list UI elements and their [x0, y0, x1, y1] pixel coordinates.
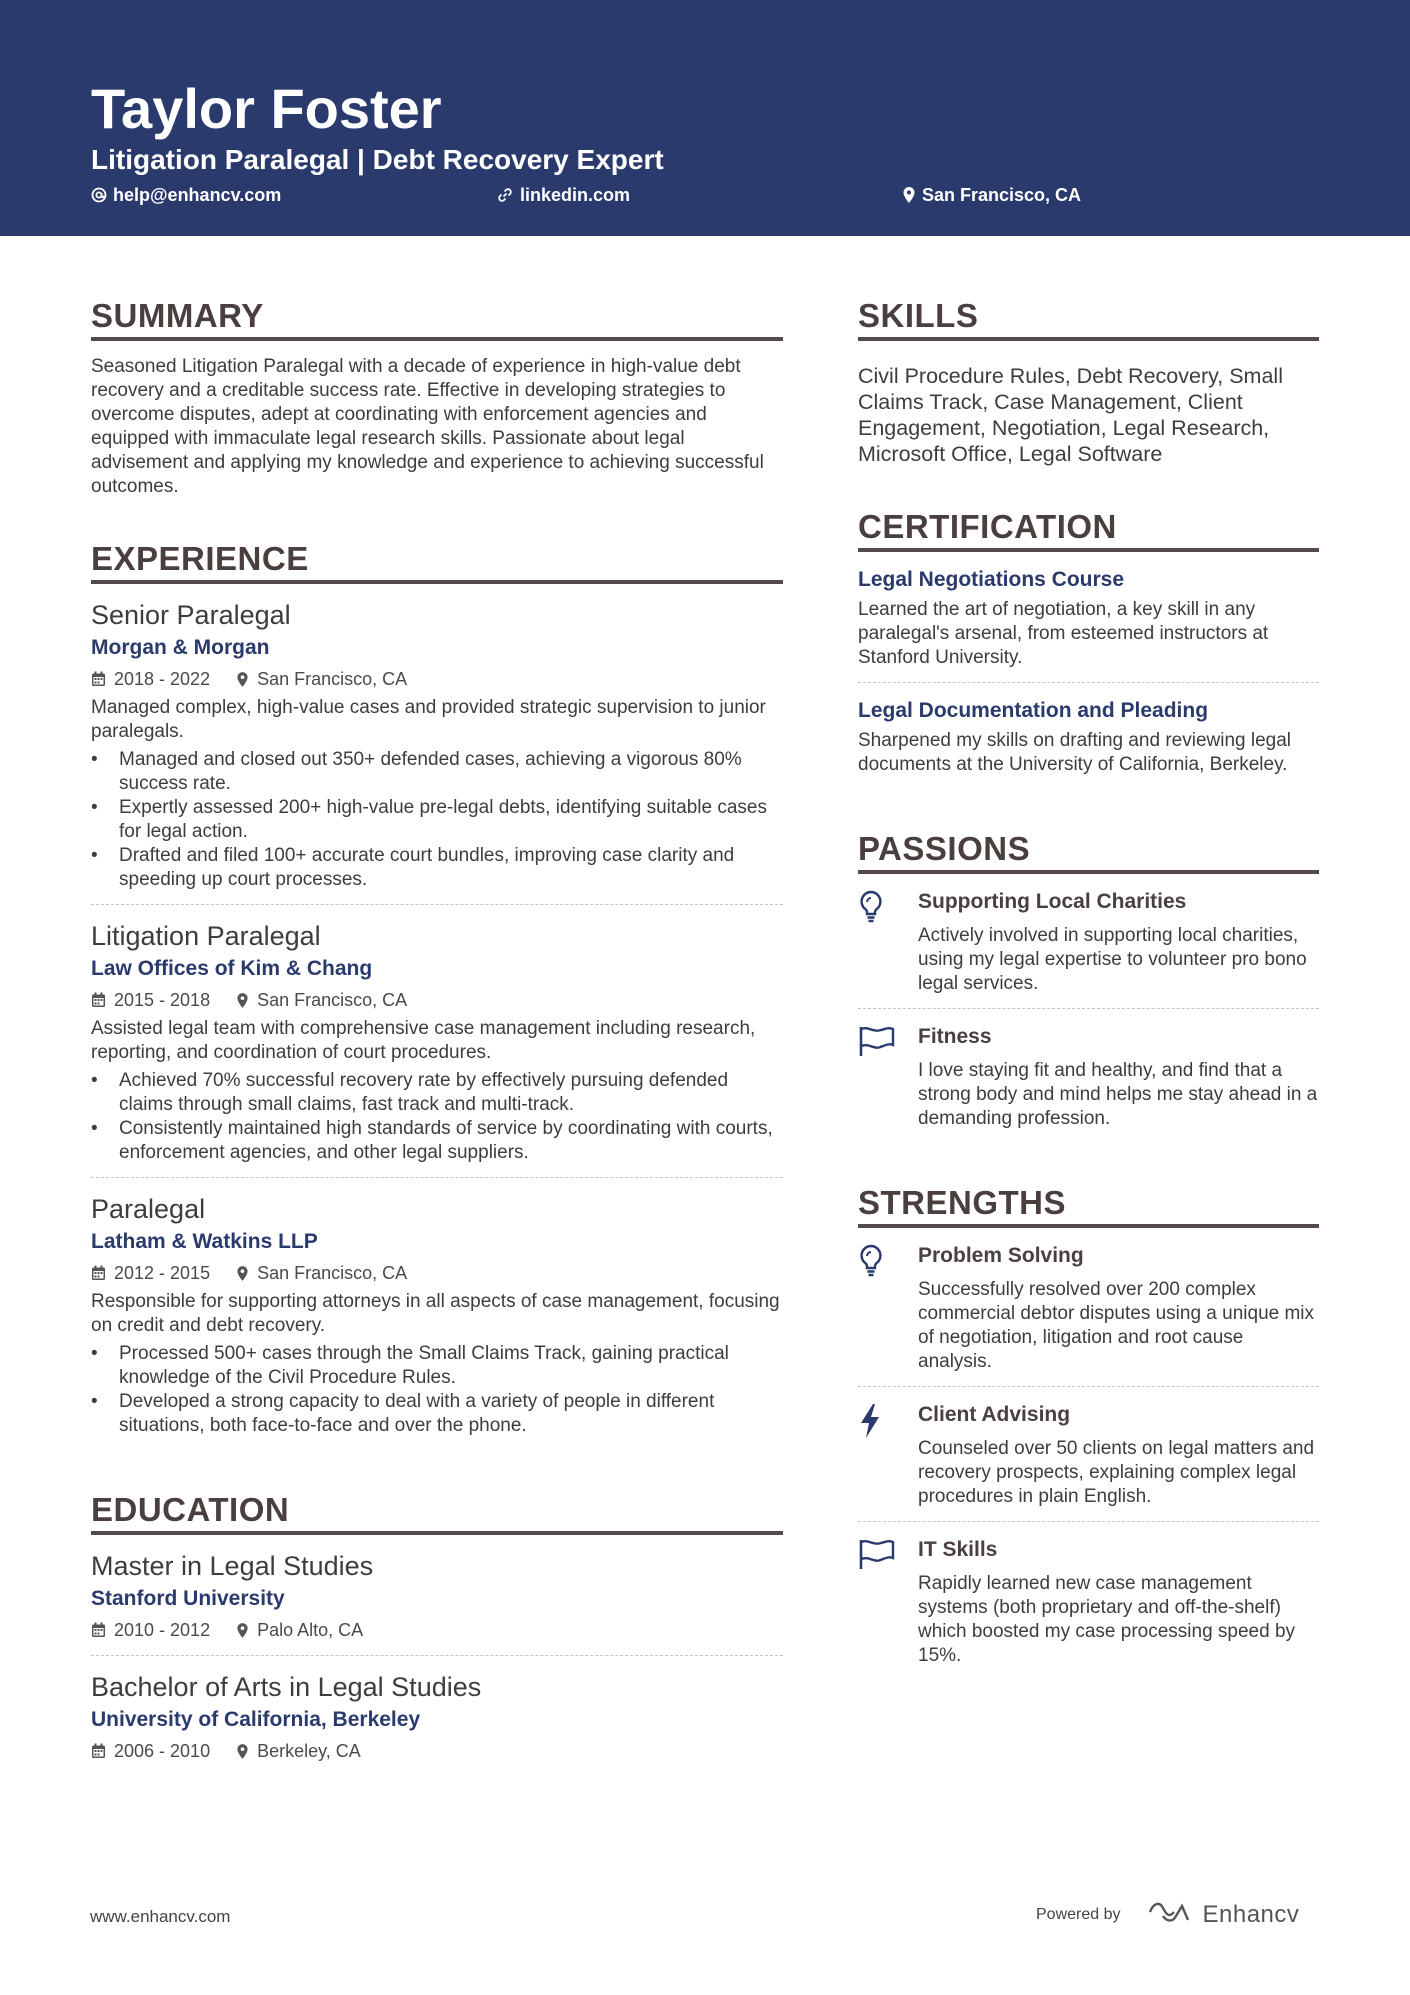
- at-icon: [91, 187, 107, 203]
- strength-item: [858, 1228, 1319, 1387]
- job-description: Assisted legal team with comprehensive case management including research, reporting, and coordination of court procedures.: [91, 1018, 756, 1063]
- candidate-title: Litigation Paralegal | Debt Recovery Expert: [91, 144, 664, 175]
- job-bullet: • Achieved 70% successful recovery rate by effectively pursuing defended claims through small claims, fast track and multi-track.: [91, 1069, 783, 1117]
- footer-website[interactable]: www.enhancv.com: [90, 1907, 231, 1926]
- experience-entry: [91, 905, 783, 1178]
- education-location: Palo Alto, CA: [257, 1620, 364, 1640]
- calendar-icon: [91, 1622, 106, 1638]
- skills-section: [858, 296, 1319, 467]
- calendar-icon: [91, 671, 106, 687]
- education-dates: 2006 - 2010: [114, 1741, 211, 1761]
- education-dates: 2010 - 2012: [114, 1620, 211, 1640]
- flag-icon: [858, 1536, 918, 1668]
- strengths-section: [858, 1183, 1319, 1680]
- job-location: San Francisco, CA: [257, 1263, 408, 1283]
- certification-text: Learned the art of negotiation, a key skill in any paralegal's arsenal, from esteemed instructors at Stanford University.: [858, 599, 1269, 668]
- passions-heading: PASSIONS: [858, 829, 1319, 874]
- passion-title: Fitness: [918, 1025, 992, 1048]
- job-title: Paralegal: [91, 1194, 206, 1224]
- job-title: Litigation Paralegal: [91, 921, 321, 951]
- strength-text: Successfully resolved over 200 complex commercial debtor disputes using a unique mix of negotiation, litigation and root cause analysis.: [918, 1279, 1315, 1372]
- experience-heading: EXPERIENCE: [91, 539, 783, 584]
- strengths-heading: STRENGTHS: [858, 1183, 1319, 1228]
- job-location: San Francisco, CA: [257, 669, 408, 689]
- job-meta: [91, 1260, 783, 1286]
- skills-text: Civil Procedure Rules, Debt Recovery, Small Claims Track, Case Management, Client Engagement, Negotiation, Legal Research, Microsoft Office, Legal Software: [858, 364, 1283, 466]
- calendar-icon: [91, 1743, 106, 1759]
- left-column: [91, 296, 783, 1816]
- passion-title: Supporting Local Charities: [918, 890, 1187, 913]
- job-bullet: • Drafted and filed 100+ accurate court bundles, improving case clarity and speeding up court processes.: [91, 844, 783, 892]
- strength-title: Client Advising: [918, 1403, 1071, 1426]
- education-section: [91, 1490, 783, 1776]
- experience-entry: [91, 1178, 783, 1450]
- skills-heading: SKILLS: [858, 296, 1319, 341]
- location-pin-icon: [902, 186, 916, 204]
- job-dates: 2012 - 2015: [114, 1263, 211, 1283]
- powered-by-label: Powered by: [1036, 1905, 1121, 1923]
- lightbulb-icon: [858, 1242, 918, 1374]
- education-entry: [91, 1656, 783, 1776]
- link-icon: [496, 186, 514, 204]
- calendar-icon: [91, 992, 106, 1008]
- job-bullet: • Consistently maintained high standards of service by coordinating with courts, enforcement agencies, and other legal suppliers.: [91, 1117, 783, 1165]
- job-location: San Francisco, CA: [257, 990, 408, 1010]
- degree-title: Bachelor of Arts in Legal Studies: [91, 1672, 482, 1702]
- passion-text: Actively involved in supporting local charities, using my legal expertise to volunteer pro bono legal services.: [918, 925, 1307, 994]
- degree-title: Master in Legal Studies: [91, 1551, 374, 1581]
- job-bullet: • Expertly assessed 200+ high-value pre-legal debts, identifying suitable cases for legal action.: [91, 796, 783, 844]
- job-bullet: • Managed and closed out 350+ defended cases, achieving a vigorous 80% success rate.: [91, 748, 783, 796]
- job-bullets: [91, 1342, 783, 1438]
- passion-text: I love staying fit and healthy, and find that a strong body and mind helps me stay ahead in a demanding profession.: [918, 1060, 1318, 1129]
- education-meta: [91, 1617, 783, 1643]
- certification-section: [858, 507, 1319, 789]
- header-banner: [0, 0, 1410, 236]
- job-bullets: [91, 748, 783, 892]
- experience-section: [91, 539, 783, 1450]
- calendar-icon: [91, 1265, 106, 1281]
- education-heading: EDUCATION: [91, 1490, 783, 1535]
- enhancv-logo-icon: [1147, 1900, 1193, 1929]
- experience-entry: [91, 584, 783, 905]
- job-title: Senior Paralegal: [91, 600, 291, 630]
- strength-text: Counseled over 50 clients on legal matters and recovery prospects, explaining complex legal procedures in plain English.: [918, 1438, 1315, 1507]
- contact-link-text: linkedin.com: [520, 184, 631, 205]
- job-bullet: • Processed 500+ cases through the Small Claims Track, gaining practical knowledge of the Civil Procedure Rules.: [91, 1342, 783, 1390]
- company-name: Morgan & Morgan: [91, 636, 270, 659]
- footer-branding[interactable]: [1036, 1900, 1299, 1929]
- strength-item: [858, 1522, 1319, 1680]
- contact-link[interactable]: [496, 182, 630, 208]
- job-description: Responsible for supporting attorneys in all aspects of case management, focusing on credit and debt recovery.: [91, 1291, 780, 1336]
- lightning-icon: [858, 1401, 918, 1509]
- lightbulb-icon: [858, 888, 918, 996]
- certification-heading: CERTIFICATION: [858, 507, 1319, 552]
- certification-item: [858, 683, 1319, 789]
- summary-text: Seasoned Litigation Paralegal with a decade of experience in high-value debt recovery and a creditable success rate. Effective in developing strategies to overcome disputes, adept at coordinating with enforcement agencies and equipped with immaculate legal research skills. Passionate about legal advisement and applying my knowledge and experience to achieving successful outcomes.: [91, 356, 764, 497]
- strength-text: Rapidly learned new case management systems (both proprietary and off-the-shelf) which boosted my case processing speed by 15%.: [918, 1573, 1296, 1666]
- flag-icon: [858, 1023, 918, 1131]
- job-meta: [91, 987, 783, 1013]
- summary-section: [91, 296, 783, 499]
- passion-item: [858, 1009, 1319, 1143]
- location-pin-icon: [236, 1743, 249, 1760]
- location-pin-icon: [236, 1622, 249, 1639]
- right-column: [858, 296, 1319, 1720]
- school-name: Stanford University: [91, 1587, 285, 1610]
- education-meta: [91, 1738, 783, 1764]
- certification-text: Sharpened my skills on drafting and reviewing legal documents at the University of California, Berkeley.: [858, 730, 1292, 775]
- education-entry: [91, 1535, 783, 1656]
- job-meta: [91, 666, 783, 692]
- strength-title: IT Skills: [918, 1538, 998, 1561]
- location-pin-icon: [236, 992, 249, 1009]
- certification-item: [858, 552, 1319, 683]
- company-name: Latham & Watkins LLP: [91, 1230, 318, 1253]
- brand-name: Enhancv: [1202, 1900, 1300, 1928]
- strength-item: [858, 1387, 1319, 1522]
- job-bullets: [91, 1069, 783, 1165]
- education-location: Berkeley, CA: [257, 1741, 361, 1761]
- contact-location-text: San Francisco, CA: [922, 184, 1082, 205]
- strength-title: Problem Solving: [918, 1244, 1084, 1267]
- school-name: University of California, Berkeley: [91, 1708, 421, 1731]
- company-name: Law Offices of Kim & Chang: [91, 957, 373, 980]
- summary-heading: SUMMARY: [91, 296, 783, 341]
- passion-item: [858, 874, 1319, 1009]
- location-pin-icon: [236, 671, 249, 688]
- passions-section: [858, 829, 1319, 1143]
- contact-email-text: help@enhancv.com: [113, 184, 282, 205]
- contact-location: [902, 182, 1081, 208]
- job-bullet: • Developed a strong capacity to deal with a variety of people in different situations, both face-to-face and over the phone.: [91, 1390, 783, 1438]
- job-dates: 2015 - 2018: [114, 990, 211, 1010]
- certification-title: Legal Documentation and Pleading: [858, 699, 1209, 722]
- candidate-name: Taylor Foster: [91, 77, 442, 140]
- certification-title: Legal Negotiations Course: [858, 568, 1125, 591]
- job-dates: 2018 - 2022: [114, 669, 211, 689]
- contact-email[interactable]: [91, 182, 281, 208]
- job-description: Managed complex, high-value cases and provided strategic supervision to junior paralegals.: [91, 697, 766, 742]
- location-pin-icon: [236, 1265, 249, 1282]
